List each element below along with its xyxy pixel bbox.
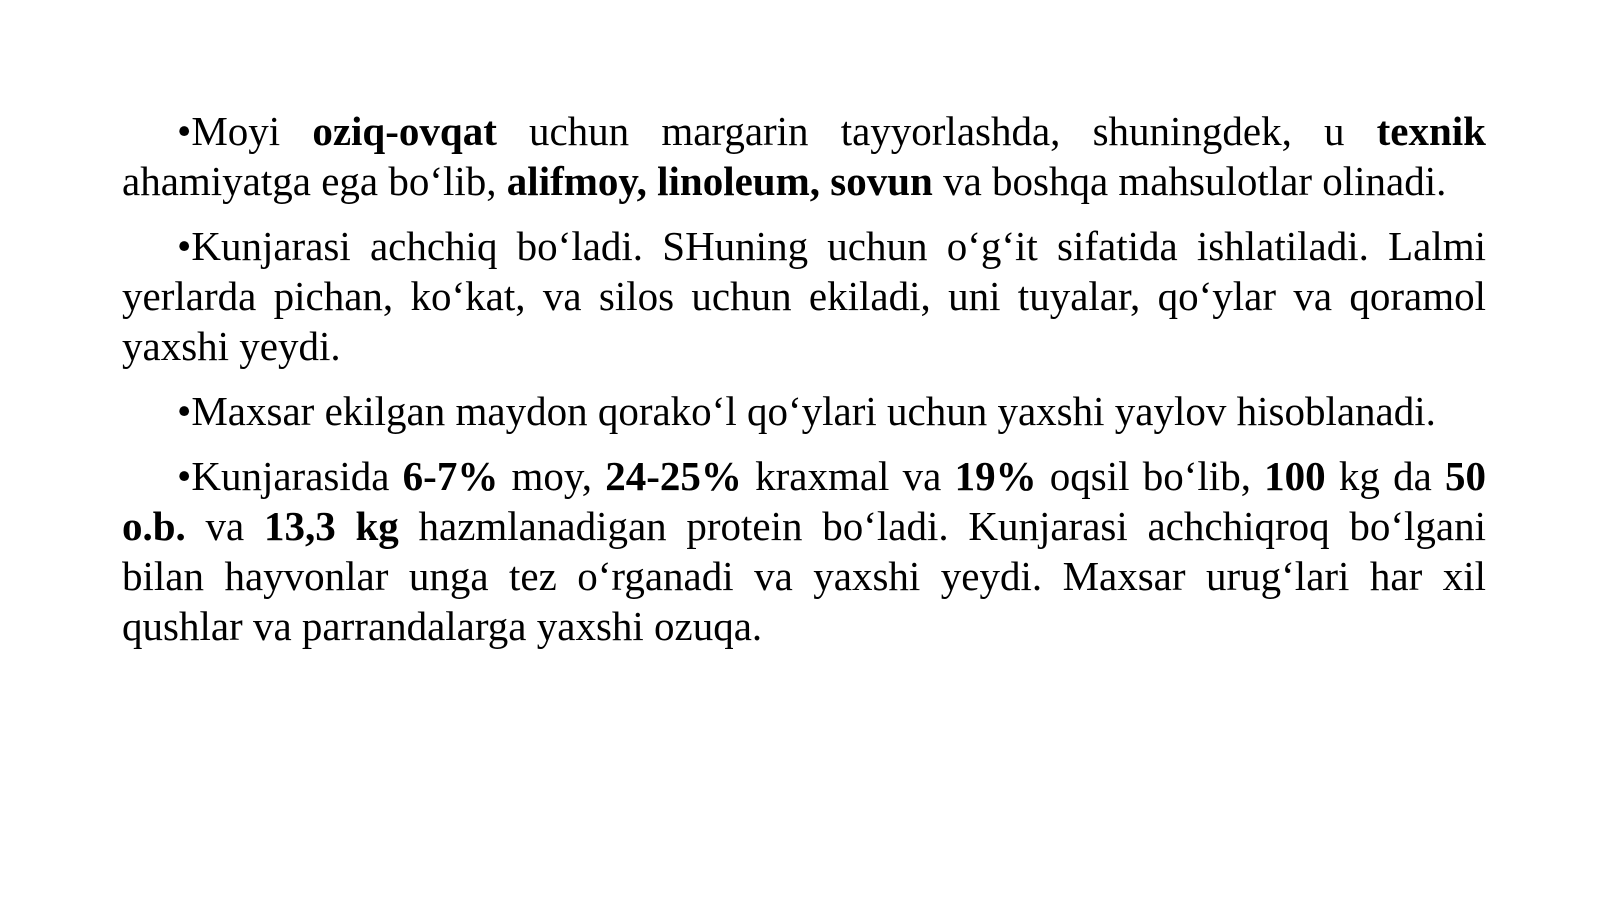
bold-run: 19% xyxy=(954,453,1037,499)
paragraph-1 xyxy=(122,106,1486,206)
text-run: kraxmal va xyxy=(741,453,955,499)
text-run: ahamiyatga ega bo‘lib, xyxy=(122,158,507,204)
text-run: va xyxy=(185,503,264,549)
bold-run: 6-7% xyxy=(402,453,499,499)
text-run: •Kunjarasida xyxy=(177,453,403,499)
text-run: kg da xyxy=(1325,453,1446,499)
bold-run: alifmoy, linoleum, sovun xyxy=(506,158,933,204)
text-run: •Moyi xyxy=(177,108,313,154)
text-run: hazmlanadigan protein bo‘ladi. Kunjarasi achchiqroq bo‘lgani bilan hayvonlar unga tez o‘rganadi va yaxshi yeydi. Maxsar urug‘lari har xil qushlar va parrandalarga yaxshi ozuqa. xyxy=(122,503,1486,649)
paragraph-4 xyxy=(122,451,1486,651)
bold-run: oziq-ovqat xyxy=(312,108,497,154)
bold-run: 50 o.b. xyxy=(122,453,1487,549)
paragraph-2 xyxy=(122,221,1486,371)
bold-run: 100 xyxy=(1264,453,1326,499)
bold-run: 13,3 kg xyxy=(263,503,399,549)
text-run: uchun margarin tayyorlashda, shuningdek, u xyxy=(496,108,1377,154)
bold-run: 24-25% xyxy=(605,453,742,499)
text-run: moy, xyxy=(498,453,606,499)
text-run: va boshqa mahsulotlar olinadi. xyxy=(932,158,1447,204)
slide-body xyxy=(122,106,1486,666)
text-run: oqsil bo‘lib, xyxy=(1036,453,1265,499)
text-run: •Kunjarasi achchiq bo‘ladi. SHuning uchun o‘g‘it sifatida ishlatiladi. Lalmi yerlarda pichan, ko‘kat, va silos uchun ekiladi, uni tuyalar, qo‘ylar va qoramol yaxshi yeydi. xyxy=(122,223,1486,369)
bold-run: texnik xyxy=(1376,108,1486,154)
text-run: •Maxsar ekilgan maydon qorako‘l qo‘ylari uchun yaxshi yaylov hisoblanadi. xyxy=(177,388,1436,434)
paragraph-3 xyxy=(122,386,1486,436)
